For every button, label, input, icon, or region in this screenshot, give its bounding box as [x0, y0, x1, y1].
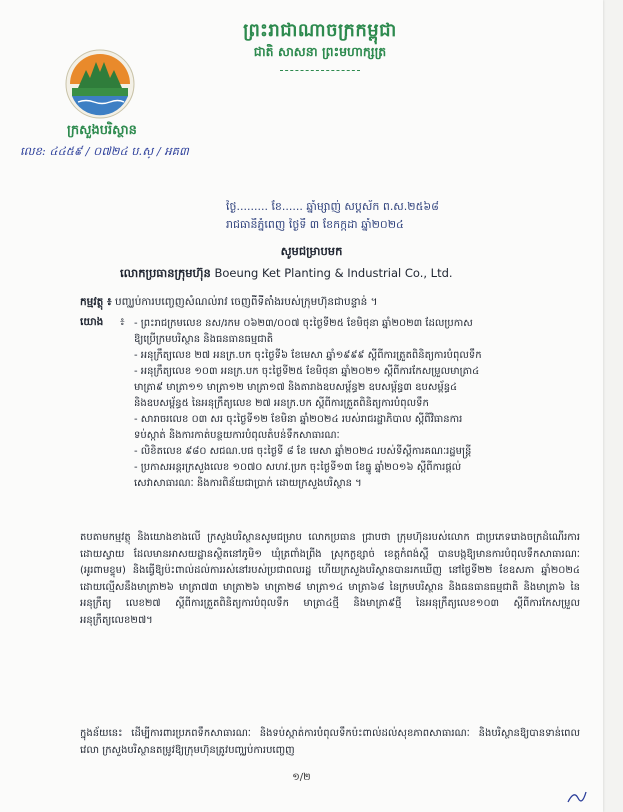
- header-divider: [280, 70, 360, 79]
- reference-item: - ប្រកាសអន្តរក្រសួងលេខ ១០៧០ សហវ.ប្រក ចុះថ្ងៃទី១៣ ខែធ្នូ ឆ្នាំ២០១៦ ស្តីពីការផ្តល់: [134, 462, 462, 473]
- kingdom-title: ព្រះរាជាណាចក្រកម្ពុជា: [243, 20, 397, 41]
- body-paragraph-2: ក្នុងន័យនេះ ដើម្បីការពារប្រភពទឹកសាធារណៈ និងទប់ស្កាត់ការបំពុលទឹកប៉ះពាល់ដល់សុខភាពសាធារណៈ និងបរិស្ថានឱ្យបានទាន់ពេលវេលា ក្រសួងបរិស្ថានតម្រូវឱ្យក្រុមហ៊ុនត្រូវបញ្ឈប់ការបញ្ចេញ: [80, 728, 580, 756]
- salutation: សូមជម្រាបមក: [280, 244, 343, 258]
- references-colon: ៖: [120, 316, 125, 328]
- subject-label: កម្មវត្ថុ ៖: [80, 296, 112, 308]
- national-motto: ជាតិ សាសនា ព្រះមហាក្សត្រ: [253, 44, 387, 59]
- reference-item: - អនុក្រឹត្យលេខ ២៧ អនក្រ.បក ចុះថ្ងៃទី៦ ខែមេសា ឆ្នាំ១៩៩៩ ស្តីពីការត្រួតពិនិត្យការបំពុលទឹក: [134, 350, 482, 361]
- reference-item: - លិខិតលេខ ៩៨០ សជណ.បផ ចុះថ្ងៃទី ៨ ខែ មេសា ឆ្នាំ២០២៤ របស់ទីស្តីការគណៈរដ្ឋមន្ត្រី: [134, 446, 472, 457]
- reference-item: មាត្រា៩ មាត្រា១១ មាត្រា១២ មាត្រា១៧ និងតារាងឧបសម្ព័ន្ធ២ ឧបសម្ព័ន្ធ៣ ឧបសម្ព័ន្ធ៤: [134, 382, 458, 393]
- references-block: [80, 316, 580, 522]
- subject-text: បញ្ឈប់ការបញ្ចេញសំណល់រាវ ចេញពីទីតាំងរបស់ក្រុមហ៊ុនជាបន្ទាន់ ។: [114, 296, 378, 308]
- ministry-name: ក្រសួងបរិស្ថាន: [67, 123, 137, 138]
- reference-item: សេវាសាធារណៈ និងការពិន័យជាប្រាក់ ដោយក្រសួងបរិស្ថាន ។: [134, 478, 362, 489]
- page-number: ១/២: [292, 772, 311, 783]
- initial-mark-icon: [566, 788, 588, 806]
- subject-row: [80, 296, 580, 311]
- reference-item: ទប់ស្កាត់ និងការកាត់បន្ថយការបំពុលតំបន់ទឹកសាធារណៈ: [134, 430, 340, 441]
- reference-item: - អនុក្រឹត្យលេខ ១០៣ អនក្រ.បក ចុះថ្ងៃទី២៥ ខែមិថុនា ឆ្នាំ២០២១ ស្តីពីការកែសម្រួលមាត្រា៤: [134, 366, 480, 377]
- recipient-company: Boeung Ket Planting & Industrial Co., Ltd.: [214, 266, 453, 280]
- reference-item: និងឧបសម្ព័ន្ធ៥ នៃអនុក្រឹត្យលេខ ២៧ អនក្រ.បក ស្តីពីការត្រួតពិនិត្យការបំពុលទឹក: [134, 398, 429, 409]
- reference-number: លេខ: ៤៤៥៩ / ០៧២៤ ប.ស្ / អគ៣: [20, 144, 189, 158]
- reference-item: - សារាចរលេខ ០៣ សរ ចុះថ្ងៃទី១២ ខែមិនា ឆ្នាំ២០២៤ របស់រាជរដ្ឋាភិបាល ស្តីពីវិធានការ: [134, 414, 463, 425]
- recipient-line: [120, 266, 580, 283]
- ministry-logo-icon: [64, 48, 136, 120]
- lunar-date-line: ថ្ងៃ......... ខែ...... ឆ្នាំម្សាញ់ សប្តស័ក ព.ស.២៥៦៨: [226, 200, 439, 213]
- body-paragraph-1: តបតាមកម្មវត្ថុ និងយោងខាងលើ ក្រសួងបរិស្ថានសូមជម្រាប លោកប្រធាន ជ្រាបថា ក្រុមហ៊ុនរបស់លោក ជាប្រភេទរោងចក្រដំណើរការដោយស្វាយ ដែលមានអាសយដ្ឋានស្ថិតនៅភូមិ១ ឃុំត្រពាំងព្រីង ស្រុកក្ងខ្សាច់ ខេត្តកំពង់ស្ពឺ បានបង្កឱ្យមានការបំពុលទឹកសាធារណៈ (អូរពាមខ្ទុម) និងធ្វើឱ្យប៉ះពាល់ដល់ការរស់នៅរបស់ប្រជាពលរដ្ឋ ហើយក្រសួងបរិស្ថានបានរកឃើញ នៅថ្ងៃទី២២ ខែឧសភា ឆ្នាំ២០២៤ ដោយល្មើសនឹងមាត្រា២៦ មាត្រា៧៣ មាត្រា២៦ មាត្រា២៨ មាត្រា១៤ មាត្រា៦៨ នៃក្រមបរិស្ថាន និងធនធានធម្មជាតិ និងមាត្រា៦ នៃអនុក្រឹត្យ លេខ២៧ ស្តីពីការត្រួតពិនិត្យការបំពុលទឹក មាត្រា៤ថ្មី និងមាត្រា៩ថ្មី នៃអនុក្រឹត្យលេខ១០៣ ស្តីពីការកែសម្រួលអនុក្រឹត្យលេខ២៧។: [80, 532, 580, 626]
- reference-item: - ព្រះរាជក្រមលេខ នស/រកម ០៦២៣/០០៧ ចុះថ្ងៃទី២៥ ខែមិថុនា ឆ្នាំ២០២៣ ដែលប្រកាស: [134, 318, 473, 329]
- gregorian-date-line: រាជធានីភ្នំពេញ ថ្ងៃទី ៣ ខែកក្កដា ឆ្នាំ២០២៤: [226, 218, 404, 231]
- recipient-title: លោកប្រធានក្រុមហ៊ុន: [120, 266, 211, 280]
- references-list: [134, 316, 584, 492]
- reference-item: ឱ្យប្រើក្រមបរិស្ថាន និងធនធានធម្មជាតិ: [134, 334, 274, 345]
- references-label: យោង: [80, 316, 104, 328]
